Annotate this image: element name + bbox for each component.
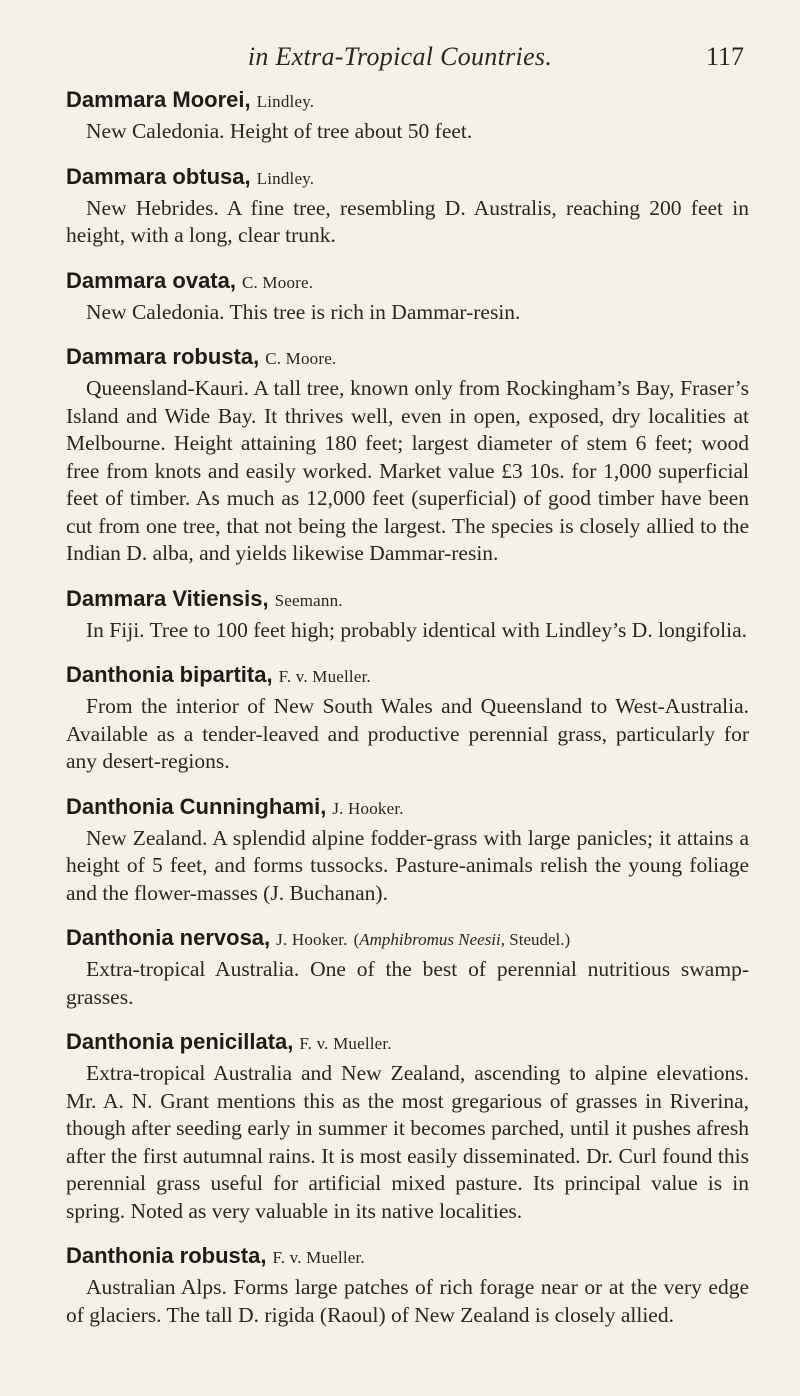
synonym-name: Amphibromus Neesii, <box>359 930 506 949</box>
species-name: Danthonia robusta, <box>66 1243 267 1268</box>
species-name: Dammara robusta, <box>66 344 260 369</box>
species-name: Danthonia nervosa, <box>66 925 271 950</box>
page-number: 117 <box>705 42 744 71</box>
entry-heading <box>66 265 749 299</box>
entry-heading <box>66 791 749 825</box>
entry-description: Australian Alps. Forms large patches of rich forage near or at the very edge of glaciers. The tall D. rigida (Raoul) of New Zealand is closely allied. <box>66 1275 749 1327</box>
entry-description: Queensland-Kauri. A tall tree, known only from Rockingham’s Bay, Fraser’s Island and Wide Bay. It thrives well, even in open, exposed, dry localities at Melbourne. Height attaining 180 feet; largest diameter of stem 6 feet; wood free from knots and easily worked. Market value £3 10s. for 1,000 superficial feet of timber. As much as 12,000 feet (superficial) of good timber have been cut from one tree, that not being the largest. The species is closely allied to the Indian D. alba, and yields likewise Dammar-resin. <box>66 376 749 565</box>
species-name: Dammara Moorei, <box>66 87 251 112</box>
species-name: Dammara ovata, <box>66 267 236 293</box>
entry-danthonia-penicillata <box>66 1026 749 1225</box>
species-authority: J. Hooker. <box>332 798 404 818</box>
species-name: Danthonia Cunninghami, <box>66 793 327 819</box>
entry-dammara-obtusa <box>66 161 749 250</box>
species-authority: F. v. Mueller. <box>272 1248 365 1267</box>
entry-description: Extra-tropical Australia. One of the best of perennial nutritious swamp-grasses. <box>66 957 749 1009</box>
entry-danthonia-nervosa <box>66 922 749 1011</box>
running-head <box>0 42 800 82</box>
species-authority: Lindley. <box>256 168 315 188</box>
species-name: Dammara Vitiensis, <box>66 585 269 611</box>
entry-heading <box>66 1026 749 1060</box>
entry-description: New Caledonia. Height of tree about 50 feet. <box>86 119 473 143</box>
species-authority: Lindley. <box>256 92 315 111</box>
entry-danthonia-robusta <box>66 1240 749 1329</box>
species-name: Danthonia penicillata, <box>66 1029 294 1054</box>
entry-heading <box>66 659 749 693</box>
entry-description: In Fiji. Tree to 100 feet high; probably identical with Lindley’s D. longifolia. <box>86 617 748 642</box>
synonym-author: Steudel.) <box>509 930 571 949</box>
species-authority: F. v. Mueller. <box>278 667 371 686</box>
entry-description: From the interior of New South Wales and Queensland to West-Australia. Available as a tender-leaved and productive perennial grass, particularly for any desert-regions. <box>66 694 749 773</box>
entry-dammara-moorei <box>66 84 749 146</box>
entry-dammara-ovata <box>66 265 749 327</box>
synonym-open-paren: ( <box>353 930 360 949</box>
species-authority: J. Hooker. <box>276 930 348 949</box>
species-authority: Seemann. <box>274 590 343 610</box>
entry-description: New Caledonia. This tree is rich in Dammar-resin. <box>86 299 521 324</box>
entry-dammara-vitiensis <box>66 583 749 645</box>
species-authority: C. Moore. <box>241 272 314 292</box>
entry-description: Extra-tropical Australia and New Zealand, ascending to alpine elevations. Mr. A. N. Grant mentions this as the most gregarious of grasses in Riverina, though after seeding early in summer it becomes parched, until it pushes afresh after the first autumnal rains. It is most easily disseminated. Dr. Curl found this perennial grass useful for artificial mixed pasture. Its principal value is in spring. Noted as very valuable in its native localities. <box>66 1061 749 1223</box>
entry-heading <box>66 341 749 375</box>
species-name: Danthonia bipartita, <box>66 662 273 687</box>
species-synonym <box>354 930 571 949</box>
running-title: in Extra-Tropical Countries. <box>247 42 553 71</box>
entry-danthonia-bipartita <box>66 659 749 776</box>
entry-dammara-robusta <box>66 341 749 568</box>
species-name: Dammara obtusa, <box>66 163 251 189</box>
entry-heading <box>66 583 749 617</box>
entry-description: New Hebrides. A fine tree, resembling D. Australis, reaching 200 feet in height, with a long, clear trunk. <box>66 195 749 247</box>
species-authority: C. Moore. <box>265 349 337 368</box>
entry-heading <box>66 1240 749 1274</box>
entry-description: New Zealand. A splendid alpine fodder-grass with large panicles; it attains a height of 5 feet, and forms tussocks. Pasture-animals relish the young foliage and the flower-masses (J. Buchanan). <box>66 825 749 905</box>
entry-list <box>66 84 749 1344</box>
entry-danthonia-cunninghami <box>66 791 749 908</box>
species-authority: F. v. Mueller. <box>299 1034 392 1053</box>
entry-heading <box>66 161 749 195</box>
entry-heading <box>66 922 749 956</box>
entry-heading <box>66 84 749 118</box>
